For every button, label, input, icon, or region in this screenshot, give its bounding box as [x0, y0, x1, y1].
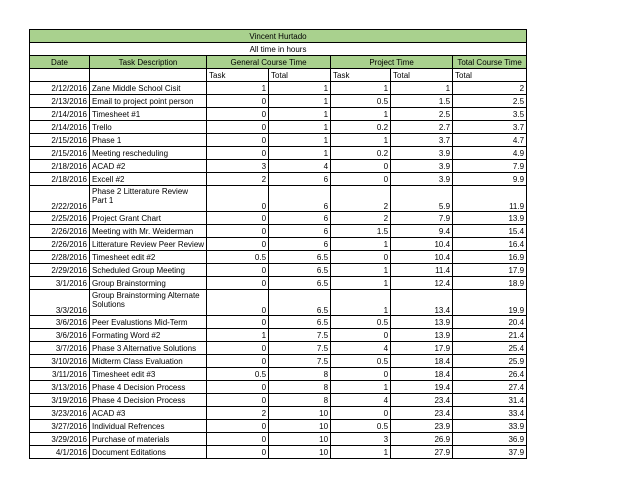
project-total-cell: 7.9	[391, 212, 453, 225]
task-description-cell: Meeting rescheduling	[90, 147, 207, 160]
general-total-cell: 8	[269, 368, 331, 381]
timesheet-table	[29, 29, 527, 459]
table-row	[30, 316, 527, 329]
date-cell: 3/23/2016	[30, 407, 90, 420]
total-course-time-cell: 16.9	[453, 251, 527, 264]
project-task-cell: 1	[331, 108, 391, 121]
general-task-cell: 0	[207, 95, 269, 108]
table-row	[30, 407, 527, 420]
project-task-cell: 3	[331, 433, 391, 446]
general-task-cell: 0	[207, 355, 269, 368]
general-total-cell: 1	[269, 147, 331, 160]
header-row	[30, 56, 527, 69]
subheader-general-total: Total	[269, 69, 331, 82]
project-task-cell: 0.2	[331, 121, 391, 134]
task-description-cell: Email to project point person	[90, 95, 207, 108]
date-cell: 2/18/2016	[30, 160, 90, 173]
subheader-total: Total	[453, 69, 527, 82]
date-cell: 2/14/2016	[30, 108, 90, 121]
total-course-time-cell: 37.9	[453, 446, 527, 459]
task-description-cell: Individual Refrences	[90, 420, 207, 433]
project-total-cell: 26.9	[391, 433, 453, 446]
task-description-cell: Trello	[90, 121, 207, 134]
date-cell: 3/11/2016	[30, 368, 90, 381]
general-task-cell: 0	[207, 121, 269, 134]
general-total-cell: 6.5	[269, 316, 331, 329]
general-task-cell: 0	[207, 134, 269, 147]
date-cell: 2/28/2016	[30, 251, 90, 264]
project-task-cell: 1	[331, 277, 391, 290]
general-task-cell: 0	[207, 225, 269, 238]
project-task-cell: 1	[331, 446, 391, 459]
total-course-time-cell: 7.9	[453, 160, 527, 173]
task-description-cell: Scheduled Group Meeting	[90, 264, 207, 277]
general-task-cell: 0	[207, 212, 269, 225]
date-cell: 2/26/2016	[30, 225, 90, 238]
general-task-cell: 0	[207, 290, 269, 316]
task-description-cell: Phase 1	[90, 134, 207, 147]
task-description-cell: ACAD #2	[90, 160, 207, 173]
general-total-cell: 6.5	[269, 251, 331, 264]
project-task-cell: 2	[331, 186, 391, 212]
total-course-time-cell: 36.9	[453, 433, 527, 446]
project-task-cell: 0.2	[331, 147, 391, 160]
general-total-cell: 6	[269, 212, 331, 225]
subtitle-row	[30, 43, 527, 56]
task-description-cell: Timesheet #1	[90, 108, 207, 121]
table-row	[30, 212, 527, 225]
total-course-time-cell: 9.9	[453, 173, 527, 186]
general-total-cell: 10	[269, 446, 331, 459]
general-task-cell: 1	[207, 82, 269, 95]
total-course-time-cell: 25.4	[453, 342, 527, 355]
project-total-cell: 2.5	[391, 108, 453, 121]
title-row	[30, 30, 527, 43]
general-task-cell: 0	[207, 264, 269, 277]
task-description-cell: Formating Word #2	[90, 329, 207, 342]
task-description-cell: Litterature Review Peer Review	[90, 238, 207, 251]
table-row	[30, 95, 527, 108]
general-task-cell: 1	[207, 329, 269, 342]
project-task-cell: 2	[331, 212, 391, 225]
general-total-cell: 8	[269, 394, 331, 407]
date-cell: 3/19/2016	[30, 394, 90, 407]
project-task-cell: 0.5	[331, 355, 391, 368]
table-row	[30, 82, 527, 95]
table-row	[30, 394, 527, 407]
task-description-cell: Project Grant Chart	[90, 212, 207, 225]
project-total-cell: 23.4	[391, 394, 453, 407]
subheader-empty-date	[30, 69, 90, 82]
total-course-time-cell: 3.7	[453, 121, 527, 134]
project-task-cell: 1	[331, 82, 391, 95]
project-task-cell: 0.5	[331, 316, 391, 329]
subheader-general-task: Task	[207, 69, 269, 82]
project-total-cell: 11.4	[391, 264, 453, 277]
project-task-cell: 1	[331, 264, 391, 277]
project-task-cell: 1	[331, 381, 391, 394]
total-course-time-cell: 26.4	[453, 368, 527, 381]
date-cell: 3/10/2016	[30, 355, 90, 368]
date-cell: 2/13/2016	[30, 95, 90, 108]
project-total-cell: 23.9	[391, 420, 453, 433]
general-task-cell: 0	[207, 381, 269, 394]
project-total-cell: 3.9	[391, 173, 453, 186]
general-task-cell: 2	[207, 173, 269, 186]
general-total-cell: 1	[269, 121, 331, 134]
general-total-cell: 7.5	[269, 342, 331, 355]
table-row	[30, 160, 527, 173]
general-total-cell: 1	[269, 95, 331, 108]
date-cell: 2/29/2016	[30, 264, 90, 277]
general-total-cell: 6.5	[269, 290, 331, 316]
general-task-cell: 0.5	[207, 251, 269, 264]
date-cell: 2/14/2016	[30, 121, 90, 134]
task-description-cell: Midterm Class Evaluation	[90, 355, 207, 368]
task-description-cell: Group Brainstorming Alternate Solutions	[90, 290, 207, 316]
task-description-cell: Phase 3 Alternative Solutions	[90, 342, 207, 355]
sheet-title: Vincent Hurtado	[30, 30, 527, 43]
project-task-cell: 0.5	[331, 95, 391, 108]
project-total-cell: 27.9	[391, 446, 453, 459]
date-cell: 4/1/2016	[30, 446, 90, 459]
task-description-cell: Phase 4 Decision Process	[90, 381, 207, 394]
general-task-cell: 3	[207, 160, 269, 173]
total-course-time-cell: 20.4	[453, 316, 527, 329]
total-course-time-cell: 11.9	[453, 186, 527, 212]
table-row	[30, 446, 527, 459]
general-total-cell: 4	[269, 160, 331, 173]
task-description-cell: ACAD #3	[90, 407, 207, 420]
general-total-cell: 6	[269, 238, 331, 251]
task-description-cell: Timesheet edit #2	[90, 251, 207, 264]
table-row	[30, 173, 527, 186]
header-total-course-time: Total Course Time	[453, 56, 527, 69]
total-course-time-cell: 19.9	[453, 290, 527, 316]
general-task-cell: 2	[207, 407, 269, 420]
general-total-cell: 6	[269, 173, 331, 186]
project-task-cell: 0	[331, 368, 391, 381]
general-total-cell: 6.5	[269, 264, 331, 277]
date-cell: 2/12/2016	[30, 82, 90, 95]
date-cell: 3/3/2016	[30, 290, 90, 316]
general-task-cell: 0	[207, 186, 269, 212]
total-course-time-cell: 25.9	[453, 355, 527, 368]
total-course-time-cell: 3.5	[453, 108, 527, 121]
sheet-subtitle: All time in hours	[30, 43, 527, 56]
date-cell: 3/6/2016	[30, 316, 90, 329]
table-row	[30, 264, 527, 277]
project-total-cell: 1	[391, 82, 453, 95]
general-task-cell: 0	[207, 342, 269, 355]
date-cell: 3/1/2016	[30, 277, 90, 290]
total-course-time-cell: 2	[453, 82, 527, 95]
project-task-cell: 1.5	[331, 225, 391, 238]
task-description-cell: Timesheet edit #3	[90, 368, 207, 381]
total-course-time-cell: 17.9	[453, 264, 527, 277]
table-row	[30, 368, 527, 381]
total-course-time-cell: 33.4	[453, 407, 527, 420]
general-task-cell: 0	[207, 238, 269, 251]
total-course-time-cell: 33.9	[453, 420, 527, 433]
general-total-cell: 6	[269, 186, 331, 212]
general-task-cell: 0.5	[207, 368, 269, 381]
table-row	[30, 420, 527, 433]
general-task-cell: 0	[207, 433, 269, 446]
project-total-cell: 23.4	[391, 407, 453, 420]
project-total-cell: 10.4	[391, 251, 453, 264]
general-task-cell: 0	[207, 316, 269, 329]
table-row	[30, 290, 527, 316]
subheader-project-total: Total	[391, 69, 453, 82]
table-row	[30, 251, 527, 264]
general-total-cell: 7.5	[269, 329, 331, 342]
project-total-cell: 19.4	[391, 381, 453, 394]
project-task-cell: 0	[331, 407, 391, 420]
table-row	[30, 225, 527, 238]
date-cell: 2/25/2016	[30, 212, 90, 225]
header-task-description: Task Description	[90, 56, 207, 69]
table-row	[30, 147, 527, 160]
date-cell: 3/6/2016	[30, 329, 90, 342]
date-cell: 3/27/2016	[30, 420, 90, 433]
task-description-cell: Phase 2 Litterature Review Part 1	[90, 186, 207, 212]
header-general-course-time: General Course Time	[207, 56, 331, 69]
project-total-cell: 1.5	[391, 95, 453, 108]
table-row	[30, 329, 527, 342]
project-total-cell: 18.4	[391, 368, 453, 381]
total-course-time-cell: 4.7	[453, 134, 527, 147]
total-course-time-cell: 18.9	[453, 277, 527, 290]
general-total-cell: 10	[269, 407, 331, 420]
project-total-cell: 5.9	[391, 186, 453, 212]
project-total-cell: 2.7	[391, 121, 453, 134]
task-description-cell: Phase 4 Decision Process	[90, 394, 207, 407]
general-total-cell: 6.5	[269, 277, 331, 290]
total-course-time-cell: 27.4	[453, 381, 527, 394]
total-course-time-cell: 2.5	[453, 95, 527, 108]
table-row	[30, 342, 527, 355]
subheader-row	[30, 69, 527, 82]
project-total-cell: 13.9	[391, 329, 453, 342]
general-task-cell: 0	[207, 277, 269, 290]
task-description-cell: Group Brainstorming	[90, 277, 207, 290]
general-task-cell: 0	[207, 108, 269, 121]
table-row	[30, 381, 527, 394]
date-cell: 3/7/2016	[30, 342, 90, 355]
project-task-cell: 0	[331, 160, 391, 173]
project-task-cell: 0	[331, 251, 391, 264]
date-cell: 2/15/2016	[30, 134, 90, 147]
project-total-cell: 13.4	[391, 290, 453, 316]
general-total-cell: 1	[269, 108, 331, 121]
project-task-cell: 4	[331, 342, 391, 355]
general-total-cell: 7.5	[269, 355, 331, 368]
table-row	[30, 355, 527, 368]
general-task-cell: 0	[207, 446, 269, 459]
task-description-cell: Zane Middle School Cisit	[90, 82, 207, 95]
total-course-time-cell: 4.9	[453, 147, 527, 160]
total-course-time-cell: 16.4	[453, 238, 527, 251]
project-total-cell: 12.4	[391, 277, 453, 290]
table-row	[30, 186, 527, 212]
table-row	[30, 134, 527, 147]
project-task-cell: 0	[331, 329, 391, 342]
date-cell: 3/29/2016	[30, 433, 90, 446]
project-total-cell: 13.9	[391, 316, 453, 329]
project-task-cell: 0.5	[331, 420, 391, 433]
project-task-cell: 1	[331, 290, 391, 316]
total-course-time-cell: 21.4	[453, 329, 527, 342]
subheader-empty-desc	[90, 69, 207, 82]
project-task-cell: 4	[331, 394, 391, 407]
date-cell: 3/13/2016	[30, 381, 90, 394]
project-task-cell: 1	[331, 134, 391, 147]
project-total-cell: 3.9	[391, 147, 453, 160]
general-task-cell: 0	[207, 147, 269, 160]
header-project-time: Project Time	[331, 56, 453, 69]
table-row	[30, 277, 527, 290]
general-total-cell: 10	[269, 433, 331, 446]
general-total-cell: 1	[269, 134, 331, 147]
task-description-cell: Peer Evalustions Mid-Term	[90, 316, 207, 329]
task-description-cell: Excell #2	[90, 173, 207, 186]
general-total-cell: 8	[269, 381, 331, 394]
table-row	[30, 108, 527, 121]
general-task-cell: 0	[207, 420, 269, 433]
date-cell: 2/18/2016	[30, 173, 90, 186]
project-total-cell: 10.4	[391, 238, 453, 251]
total-course-time-cell: 15.4	[453, 225, 527, 238]
general-task-cell: 0	[207, 394, 269, 407]
project-total-cell: 3.9	[391, 160, 453, 173]
table-row	[30, 238, 527, 251]
header-date: Date	[30, 56, 90, 69]
total-course-time-cell: 13.9	[453, 212, 527, 225]
general-total-cell: 1	[269, 82, 331, 95]
general-total-cell: 6	[269, 225, 331, 238]
subheader-project-task: Task	[331, 69, 391, 82]
task-description-cell: Meeting with Mr. Weiderman	[90, 225, 207, 238]
date-cell: 2/26/2016	[30, 238, 90, 251]
project-total-cell: 9.4	[391, 225, 453, 238]
project-total-cell: 3.7	[391, 134, 453, 147]
project-total-cell: 17.9	[391, 342, 453, 355]
project-total-cell: 18.4	[391, 355, 453, 368]
table-row	[30, 433, 527, 446]
table-row	[30, 121, 527, 134]
date-cell: 2/15/2016	[30, 147, 90, 160]
date-cell: 2/22/2016	[30, 186, 90, 212]
total-course-time-cell: 31.4	[453, 394, 527, 407]
general-total-cell: 10	[269, 420, 331, 433]
task-description-cell: Purchase of materials	[90, 433, 207, 446]
task-description-cell: Document Editations	[90, 446, 207, 459]
project-task-cell: 0	[331, 173, 391, 186]
project-task-cell: 1	[331, 238, 391, 251]
